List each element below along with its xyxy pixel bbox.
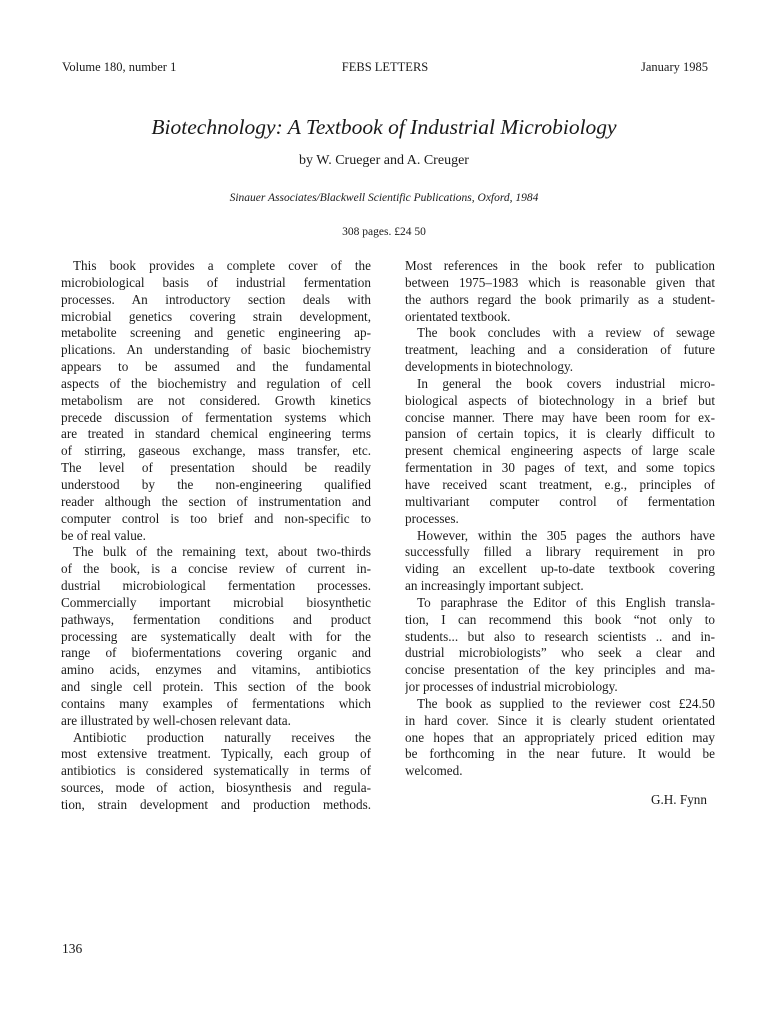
book-pages-price: 308 pages. £24 50 <box>342 226 426 238</box>
body-line: appears to be assumed and the fundamental <box>61 359 371 375</box>
body-line: treatment, leaching and a consideration of future <box>405 342 715 358</box>
body-line: have received scant treatment, e.g., principles of <box>405 476 715 492</box>
body-line: Antibiotic production naturally receives the <box>73 729 371 745</box>
right-column <box>405 258 715 780</box>
body-line: Commercially important microbial biosynthetic <box>61 594 371 610</box>
body-line: multivariant computer control of fermentation <box>405 493 715 509</box>
book-publisher: Sinauer Associates/Blackwell Scientific Publications, Oxford, 1984 <box>229 192 539 204</box>
body-line: biological aspects of biotechnology in a brief but <box>405 392 715 408</box>
body-line: successfully filled a library requirement in pro <box>405 544 715 560</box>
header-volume: Volume 180, number 1 <box>62 60 177 74</box>
body-line: jor processes of industrial microbiology. <box>405 679 618 695</box>
body-line: precede discussion of fermentation systems which <box>61 409 371 425</box>
body-line: microbial genetics covering strain development, <box>61 308 371 324</box>
running-header <box>62 60 708 78</box>
body-line: between 1975–1983 which is reasonable given that <box>405 274 715 290</box>
body-line: The book concludes with a review of sewage <box>417 325 715 341</box>
body-line: of stirring, gaseous exchange, mass transfer, etc. <box>61 443 371 459</box>
left-column <box>61 258 371 814</box>
body-line: plications. An understanding of basic biochemistry <box>61 342 371 358</box>
body-line: developments in biotechnology. <box>405 359 573 375</box>
body-line: The bulk of the remaining text, about two-thirds <box>73 544 371 560</box>
body-line: pansion of certain topics, it is clearly difficult to <box>405 426 715 442</box>
body-line: metabolite screening and genetic engineering ap- <box>61 325 371 341</box>
body-line: computer control is too brief and non-specific to <box>61 510 371 526</box>
body-line: in hard cover. Since it is clearly student orientated <box>405 712 715 728</box>
body-line: an increasingly important subject. <box>405 578 584 594</box>
header-date: January 1985 <box>641 60 708 74</box>
body-line: tion, strain development and production methods. <box>61 797 371 812</box>
body-line: be of real value. <box>61 527 146 543</box>
body-line: reader although the section of instrumentation and <box>61 493 371 509</box>
body-line: This book provides a complete cover of the <box>73 258 371 273</box>
book-authors: by W. Crueger and A. Creuger <box>299 153 469 168</box>
body-line: are illustrated by well-chosen relevant data. <box>61 712 291 728</box>
body-line: concise presentation of the key principles and ma- <box>405 662 715 678</box>
body-line: viding an excellent up-to-date textbook covering <box>405 561 715 577</box>
body-line: be forthcoming in the near future. It would be <box>405 746 715 762</box>
body-line: range of biofermentations covering organic and <box>61 645 371 661</box>
body-line: fermentation in 30 pages of text, and some topics <box>405 460 715 476</box>
body-line: one hopes that an appropriately priced edition may <box>405 729 715 745</box>
body-line: dustrial microbiologists” who seek a clear and <box>405 645 715 661</box>
body-line: understood by the non-engineering qualified <box>61 476 371 492</box>
body-line: pathways, fermentation conditions and product <box>61 611 371 627</box>
body-line: present chemical engineering aspects of large scale <box>405 443 715 459</box>
body-line: antibiotics is considered systematically in terms of <box>61 763 371 779</box>
body-line: To paraphrase the Editor of this English transla- <box>417 594 715 610</box>
body-line: processes. An introductory section deals with <box>61 291 371 307</box>
reviewer-signature: G.H. Fynn <box>650 792 707 807</box>
body-line: are treated in standard chemical engineering terms <box>61 426 371 442</box>
body-line: Most references in the book refer to publication <box>405 258 715 273</box>
body-line: concise manner. There may have been room for ex- <box>405 409 715 425</box>
body-line: In general the book covers industrial micro- <box>417 375 715 391</box>
body-line: The book as supplied to the reviewer cost £24.50 <box>417 695 715 711</box>
body-line: welcomed. <box>405 763 463 779</box>
page-number: 136 <box>62 941 83 956</box>
body-line: sources, mode of action, biosynthesis and regula- <box>61 780 371 796</box>
body-line: the authors regard the book primarily as a student- <box>405 291 715 307</box>
body-line: orientated textbook. <box>405 308 511 324</box>
body-line: students... but also to research scientists .. and in- <box>405 628 715 644</box>
body-line: and single cell protein. This section of the book <box>61 679 371 695</box>
body-line: aspects of the biochemistry and regulation of cell <box>61 375 371 391</box>
body-line: The level of presentation should be readily <box>61 460 371 476</box>
body-line: processes. <box>405 510 459 526</box>
body-line: tion, I can recommend this book “not only to <box>405 611 715 627</box>
body-line: dustrial microbiological fermentation processes. <box>61 578 371 594</box>
book-title: Biotechnology: A Textbook of Industrial Microbiology <box>151 115 617 139</box>
body-line: amino acids, enzymes and vitamins, antibiotics <box>61 662 371 678</box>
body-line: processing are systematically dealt with for the <box>61 628 371 644</box>
body-line: metabolism are not considered. Growth kinetics <box>61 392 371 408</box>
body-line: of the book, is a concise review of current in- <box>61 561 371 577</box>
body-line: microbiological basis of industrial fermentation <box>61 274 371 290</box>
header-journal: FEBS LETTERS <box>341 60 429 74</box>
body-line: most extensive treatment. Typically, each group of <box>61 746 371 762</box>
body-line: However, within the 305 pages the authors have <box>417 527 715 543</box>
body-line: contains many examples of fermentations which <box>61 695 371 711</box>
